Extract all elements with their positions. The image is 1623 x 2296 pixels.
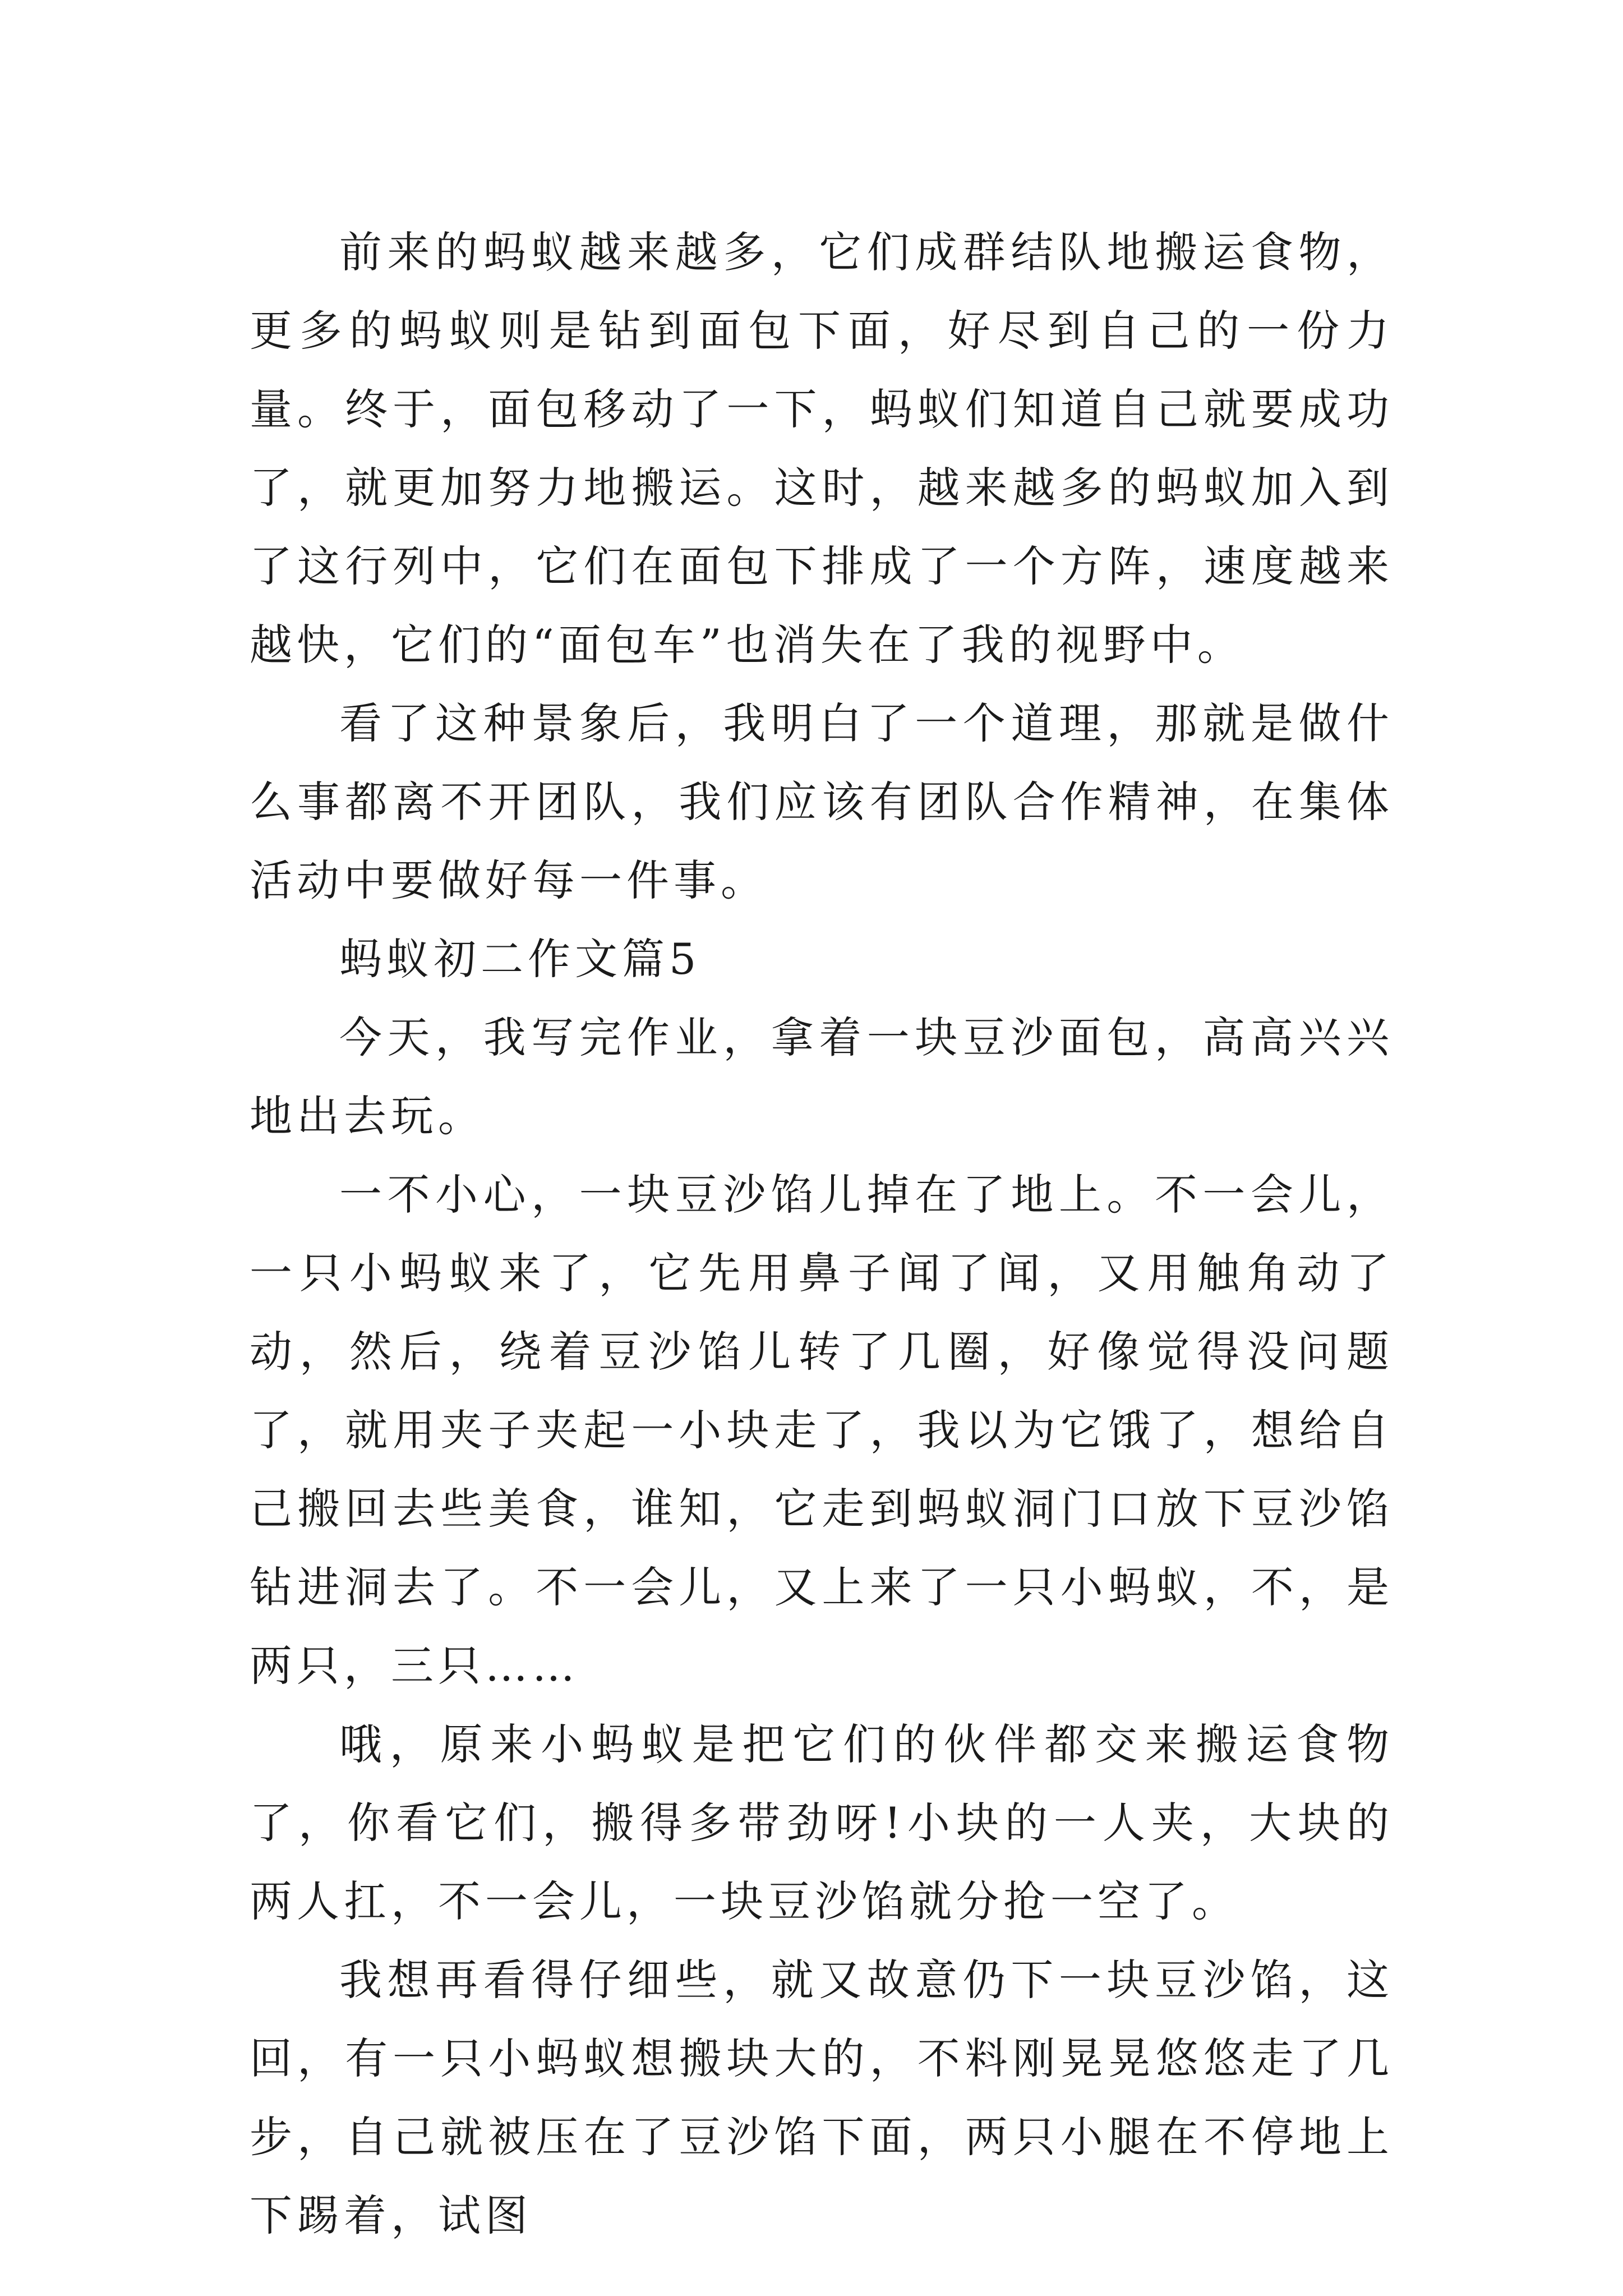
section-heading: 蚂蚁初二作文篇5 (339, 934, 701, 984)
paragraph-1: 前来的蚂蚁越来越多，它们成群结队地搬运食物，更多的蚂蚁则是钻到面包下面，好尽到自己的一份力量。终于，面包移动了一下，蚂蚁们知道自己就要成功了，就更加努力地搬运。这时，越来越多的蚂蚁加入到了这行列中，它们在面包下排成了一个方阵，速度越来越快，它们的“面包车”也消失在了我的视野中。 (250, 227, 1394, 670)
paragraph-3: 今天，我写完作业，拿着一块豆沙面包，高高兴兴地出去玩。 (250, 1013, 1394, 1141)
paragraph-2: 看了这种景象后，我明白了一个道理，那就是做什么事都离不开团队，我们应该有团队合作精神，在集体活动中要做好每一件事。 (250, 698, 1394, 905)
paragraph-4: 一不小心，一块豆沙馅儿掉在了地上。不一会儿，一只小蚂蚁来了，它先用鼻子闻了闻，又用触角动了动，然后，绕着豆沙馅儿转了几圈，好像觉得没问题了，就用夹子夹起一小块走了，我以为它饿了，想给自己搬回去些美食，谁知，它走到蚂蚁洞门口放下豆沙馅钻进洞去了。不一会儿，又上来了一只小蚂蚁，不，是两只，三只…… (250, 1170, 1394, 1691)
document-body (250, 213, 1394, 2255)
paragraph-5: 哦，原来小蚂蚁是把它们的伙伴都交来搬运食物了，你看它们，搬得多带劲呀!小块的一人夹，大块的两人扛，不一会儿，一块豆沙馅就分抢一空了。 (250, 1719, 1394, 1926)
paragraph-6: 我想再看得仔细些，就又故意仍下一块豆沙馅，这回，有一只小蚂蚁想搬块大的，不料刚晃晃悠悠走了几步，自己就被压在了豆沙馅下面，两只小腿在不停地上下踢着，试图 (250, 1955, 1394, 2240)
